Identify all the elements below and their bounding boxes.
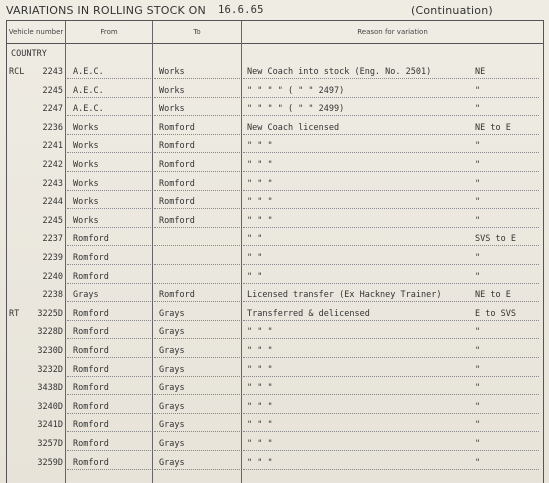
vehicle-number: 2242: [42, 160, 63, 170]
reason-cell: Transferred & delicensed: [247, 308, 370, 319]
dotted-rule: [154, 283, 240, 284]
table-row: [7, 100, 543, 118]
reason-note: ": [475, 253, 481, 263]
dotted-rule: [243, 469, 539, 470]
dotted-rule: [67, 134, 151, 135]
dotted-rule: [154, 431, 240, 432]
from-cell: Romford: [73, 234, 109, 245]
dotted-rule: [67, 394, 151, 395]
table-row: [7, 379, 543, 397]
dotted-rule: [154, 208, 240, 209]
dotted-rule: [243, 450, 539, 451]
dotted-rule: [243, 320, 539, 321]
reason-cell: " " ": [247, 439, 273, 449]
reason-note: ": [475, 457, 481, 468]
dotted-rule: [154, 394, 240, 395]
from-cell: Romford: [73, 327, 109, 338]
dotted-rule: [67, 208, 151, 209]
to-cell: Romford: [159, 160, 195, 170]
to-cell: Works: [159, 67, 185, 77]
from-cell: Romford: [73, 439, 109, 449]
vehicle-number: 2245: [42, 85, 63, 96]
reason-note: ": [475, 346, 481, 356]
from-cell: Romford: [73, 457, 109, 468]
dotted-rule: [243, 394, 539, 395]
dotted-rule: [67, 171, 151, 172]
dotted-rule: [154, 190, 240, 191]
dotted-rule: [243, 190, 539, 191]
reason-cell: " ": [247, 271, 263, 282]
reason-cell: " " ": [247, 327, 273, 338]
vehicle-number: 2236: [42, 122, 63, 133]
dotted-rule: [243, 97, 539, 98]
table-row: [7, 193, 543, 211]
table-row: [7, 342, 543, 360]
from-cell: Grays: [73, 290, 99, 301]
header-date: 16.6.65: [218, 4, 264, 16]
vehicle-number: 3259D: [37, 457, 63, 468]
col-to: To: [193, 28, 201, 36]
dotted-rule: [243, 283, 539, 284]
dotted-rule: [67, 245, 151, 246]
reason-note: ": [475, 439, 481, 449]
dotted-rule: [154, 301, 240, 302]
to-cell: Grays: [159, 401, 185, 412]
dotted-rule: [243, 264, 539, 265]
dotted-rule: [154, 78, 240, 79]
from-cell: Romford: [73, 346, 109, 356]
to-cell: Romford: [159, 141, 195, 152]
table-row: [7, 156, 543, 174]
from-cell: Romford: [73, 308, 109, 319]
dotted-rule: [243, 376, 539, 377]
to-cell: Grays: [159, 420, 185, 431]
from-cell: Works: [73, 215, 99, 226]
from-cell: Romford: [73, 420, 109, 431]
dotted-rule: [243, 301, 539, 302]
from-cell: Works: [73, 160, 99, 170]
table-row: [7, 82, 543, 100]
reason-note: ": [475, 141, 481, 152]
reason-note: ": [475, 271, 481, 282]
reason-cell: New Coach licensed: [247, 122, 340, 133]
table-row: [7, 454, 543, 472]
table-row: [7, 268, 543, 286]
to-cell: Grays: [159, 364, 185, 375]
reason-cell: " " ": [247, 364, 273, 375]
dotted-rule: [67, 97, 151, 98]
reason-note: NE: [475, 67, 486, 77]
to-cell: Grays: [159, 308, 185, 319]
to-cell: Romford: [159, 178, 195, 189]
table-row: [7, 305, 543, 323]
table-row: [7, 175, 543, 193]
vehicle-number: 2240: [42, 271, 63, 282]
dotted-rule: [67, 338, 151, 339]
reason-cell: " " ": [247, 160, 273, 170]
from-cell: A.E.C.: [73, 104, 104, 115]
reason-note: ": [475, 85, 481, 96]
section-label: COUNTRY: [11, 49, 47, 59]
reason-cell: " " " " ( " " 2499): [247, 104, 345, 115]
vehicle-number: 2243: [42, 178, 63, 189]
vehicle-number: 2245: [42, 215, 63, 226]
from-cell: Romford: [73, 383, 109, 394]
reason-note: ": [475, 178, 481, 189]
vehicle-number: 3257D: [37, 439, 63, 449]
dotted-rule: [243, 431, 539, 432]
from-cell: A.E.C.: [73, 85, 104, 96]
dotted-rule: [243, 357, 539, 358]
dotted-rule: [67, 357, 151, 358]
table-row: [7, 230, 543, 248]
reason-note: E to SVS: [475, 308, 516, 319]
from-cell: Works: [73, 141, 99, 152]
dotted-rule: [154, 450, 240, 451]
page-header: [6, 4, 542, 20]
reason-note: SVS to E: [475, 234, 516, 245]
reason-note: ": [475, 197, 481, 208]
reason-note: ": [475, 160, 481, 170]
dotted-rule: [67, 152, 151, 153]
table-row: [7, 323, 543, 341]
to-cell: Grays: [159, 327, 185, 338]
dotted-rule: [67, 413, 151, 414]
reason-note: ": [475, 215, 481, 226]
dotted-rule: [67, 320, 151, 321]
to-cell: Works: [159, 85, 185, 96]
from-cell: Romford: [73, 401, 109, 412]
to-cell: Romford: [159, 215, 195, 226]
dotted-rule: [67, 78, 151, 79]
reason-note: NE to E: [475, 290, 511, 301]
dotted-rule: [243, 152, 539, 153]
table-row: [7, 249, 543, 267]
to-cell: Grays: [159, 439, 185, 449]
reason-cell: New Coach into stock (Eng. No. 2501): [247, 67, 432, 77]
dotted-rule: [243, 134, 539, 135]
reason-cell: Licensed transfer (Ex Hackney Trainer): [247, 290, 442, 301]
vehicle-number: 3240D: [37, 401, 63, 412]
dotted-rule: [154, 227, 240, 228]
vehicle-number: 3232D: [37, 364, 63, 375]
reason-cell: " ": [247, 234, 263, 245]
table-row: [7, 119, 543, 137]
dotted-rule: [243, 78, 539, 79]
page-title: VARIATIONS IN ROLLING STOCK ON: [6, 4, 206, 17]
dotted-rule: [154, 376, 240, 377]
from-cell: Works: [73, 178, 99, 189]
reason-cell: " " ": [247, 141, 273, 152]
dotted-rule: [154, 115, 240, 116]
dotted-rule: [243, 227, 539, 228]
dotted-rule: [67, 301, 151, 302]
stock-table: [6, 20, 544, 483]
to-cell: Romford: [159, 290, 195, 301]
vehicle-number: 2243: [42, 67, 63, 77]
dotted-rule: [67, 115, 151, 116]
table-row: [7, 286, 543, 304]
vehicle-number: 3228D: [37, 327, 63, 338]
dotted-rule: [154, 469, 240, 470]
table-row: [7, 212, 543, 230]
from-cell: Works: [73, 197, 99, 208]
reason-note: NE to E: [475, 122, 511, 133]
dotted-rule: [243, 171, 539, 172]
reason-cell: " ": [247, 253, 263, 263]
to-cell: Works: [159, 104, 185, 115]
reason-cell: " " ": [247, 178, 273, 189]
from-cell: Romford: [73, 271, 109, 282]
vehicle-number: 3438D: [37, 383, 63, 394]
dotted-rule: [154, 413, 240, 414]
reason-cell: " " ": [247, 457, 273, 468]
reason-cell: " " ": [247, 401, 273, 412]
to-cell: Grays: [159, 346, 185, 356]
dotted-rule: [67, 264, 151, 265]
reason-note: ": [475, 383, 481, 394]
section-row: [7, 45, 543, 63]
dotted-rule: [67, 283, 151, 284]
to-cell: Romford: [159, 197, 195, 208]
to-cell: Grays: [159, 457, 185, 468]
from-cell: Works: [73, 122, 99, 133]
dotted-rule: [154, 171, 240, 172]
reason-note: ": [475, 327, 481, 338]
dotted-rule: [243, 245, 539, 246]
col-vehicle-number: Vehicle number: [8, 28, 64, 36]
dotted-rule: [243, 115, 539, 116]
vehicle-number: 2241: [42, 141, 63, 152]
vehicle-prefix: RT: [9, 308, 20, 319]
dotted-rule: [154, 320, 240, 321]
reason-cell: " " ": [247, 346, 273, 356]
vehicle-number: 3230D: [37, 346, 63, 356]
dotted-rule: [154, 152, 240, 153]
reason-note: ": [475, 364, 481, 375]
table-row: [7, 398, 543, 416]
from-cell: Romford: [73, 253, 109, 263]
vehicle-number: 2244: [42, 197, 63, 208]
vehicle-prefix: RCL: [9, 67, 25, 77]
dotted-rule: [154, 264, 240, 265]
dotted-rule: [154, 357, 240, 358]
from-cell: Romford: [73, 364, 109, 375]
reason-note: ": [475, 420, 481, 431]
col-reason: Reason for variation: [357, 28, 428, 36]
vehicle-number: 2247: [42, 104, 63, 115]
dotted-rule: [154, 97, 240, 98]
dotted-rule: [67, 190, 151, 191]
vehicle-number: 3225D: [37, 308, 63, 319]
dotted-rule: [154, 338, 240, 339]
reason-cell: " " ": [247, 197, 273, 208]
table-row: [7, 137, 543, 155]
table-row: [7, 361, 543, 379]
reason-note: ": [475, 104, 481, 115]
reason-note: ": [475, 401, 481, 412]
to-cell: Romford: [159, 122, 195, 133]
dotted-rule: [67, 431, 151, 432]
table-row: [7, 63, 543, 81]
table-row: [7, 435, 543, 453]
dotted-rule: [67, 450, 151, 451]
table-row: [7, 416, 543, 434]
dotted-rule: [67, 469, 151, 470]
dotted-rule: [243, 208, 539, 209]
dotted-rule: [67, 227, 151, 228]
dotted-rule: [154, 134, 240, 135]
reason-cell: " " ": [247, 383, 273, 394]
continuation-label: (Continuation): [411, 4, 493, 17]
dotted-rule: [154, 245, 240, 246]
reason-cell: " " ": [247, 420, 273, 431]
dotted-rule: [243, 413, 539, 414]
column-header-row: [7, 21, 543, 44]
vehicle-number: 2237: [42, 234, 63, 245]
vehicle-number: 2239: [42, 253, 63, 263]
vehicle-number: 2238: [42, 290, 63, 301]
reason-cell: " " ": [247, 215, 273, 226]
to-cell: Grays: [159, 383, 185, 394]
from-cell: A.E.C.: [73, 67, 104, 77]
dotted-rule: [243, 338, 539, 339]
dotted-rule: [67, 376, 151, 377]
col-from: From: [100, 28, 118, 36]
reason-cell: " " " " ( " " 2497): [247, 85, 345, 96]
vehicle-number: 3241D: [37, 420, 63, 431]
